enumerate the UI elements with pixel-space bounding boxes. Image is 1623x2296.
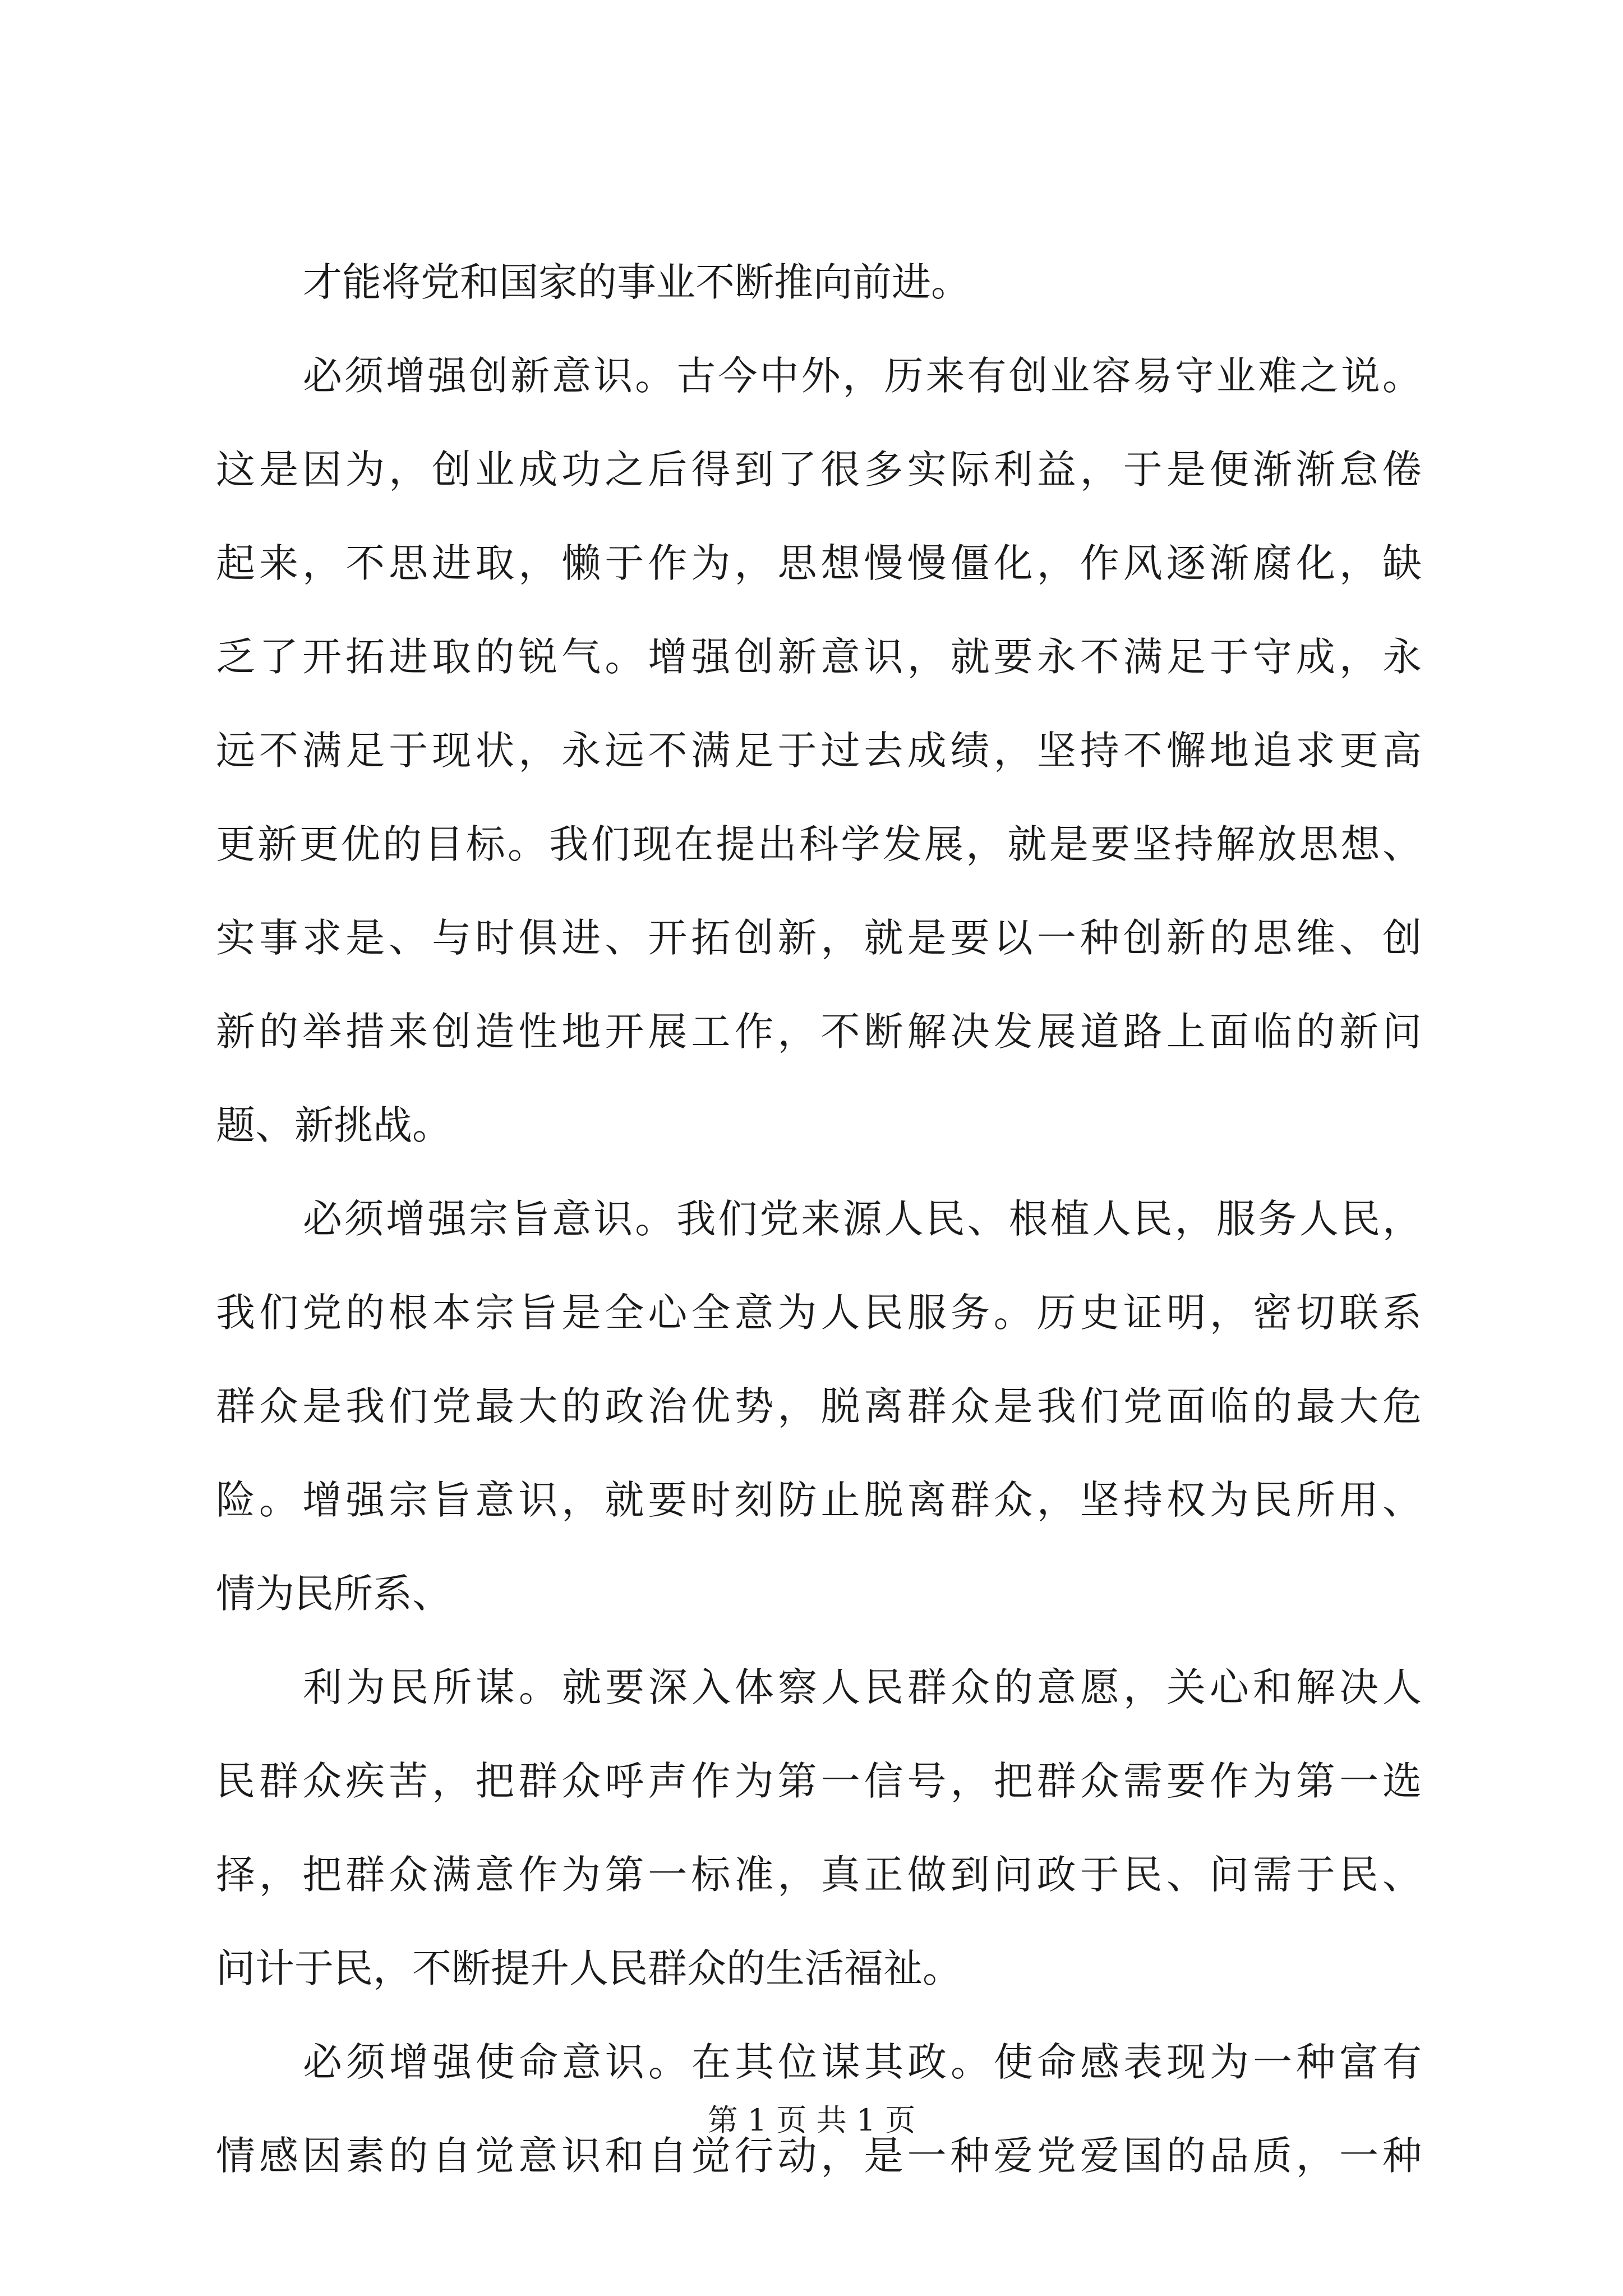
page-footer: 第 1 页 共 1 页 bbox=[707, 2102, 916, 2138]
text-line: 必须增强使命意识。在其位谋其政。使命感表现为一种富有 bbox=[303, 2039, 1422, 2085]
text-line: 问计于民，不断提升人民群众的生活福祉。 bbox=[216, 1945, 962, 1991]
text-line: 利为民所谋。就要深入体察人民群众的意愿，关心和解决人 bbox=[303, 1664, 1422, 1710]
text-line: 我们党的根本宗旨是全心全意为人民服务。历史证明，密切联系 bbox=[216, 1290, 1422, 1336]
text-line: 情为民所系、 bbox=[216, 1571, 451, 1617]
text-line: 新的举措来创造性地开展工作，不断解决发展道路上面临的新问 bbox=[216, 1009, 1422, 1055]
text-line: 险。增强宗旨意识，就要时刻防止脱离群众，坚持权为民所用、 bbox=[216, 1477, 1422, 1523]
document-body bbox=[216, 236, 1422, 2203]
text-line: 民群众疾苦，把群众呼声作为第一信号，把群众需要作为第一选 bbox=[216, 1758, 1422, 1804]
text-line: 情感因素的自觉意识和自觉行动，是一种爱党爱国的品质，一种 bbox=[216, 2133, 1422, 2179]
text-line: 远不满足于现状，永远不满足于过去成绩，坚持不懈地追求更高 bbox=[216, 728, 1422, 774]
text-line: 群众是我们党最大的政治优势，脱离群众是我们党面临的最大危 bbox=[216, 1383, 1422, 1429]
text-line: 必须增强创新意识。古今中外，历来有创业容易守业难之说。 bbox=[303, 353, 1422, 399]
text-line: 起来，不思进取，懒于作为，思想慢慢僵化，作风逐渐腐化，缺 bbox=[216, 540, 1422, 586]
text-line: 题、新挑战。 bbox=[216, 1102, 451, 1148]
text-line: 择，把群众满意作为第一标准，真正做到问政于民、问需于民、 bbox=[216, 1852, 1422, 1898]
text-line: 必须增强宗旨意识。我们党来源人民、根植人民，服务人民， bbox=[303, 1196, 1422, 1242]
text-line: 才能将党和国家的事业不断推向前进。 bbox=[303, 259, 970, 305]
text-line: 实事求是、与时俱进、开拓创新，就是要以一种创新的思维、创 bbox=[216, 915, 1422, 961]
text-line: 更新更优的目标。我们现在提出科学发展，就是要坚持解放思想、 bbox=[216, 821, 1422, 867]
text-line: 这是因为，创业成功之后得到了很多实际利益，于是便渐渐怠倦 bbox=[216, 447, 1422, 493]
text-line: 乏了开拓进取的锐气。增强创新意识，就要永不满足于守成，永 bbox=[216, 634, 1422, 680]
